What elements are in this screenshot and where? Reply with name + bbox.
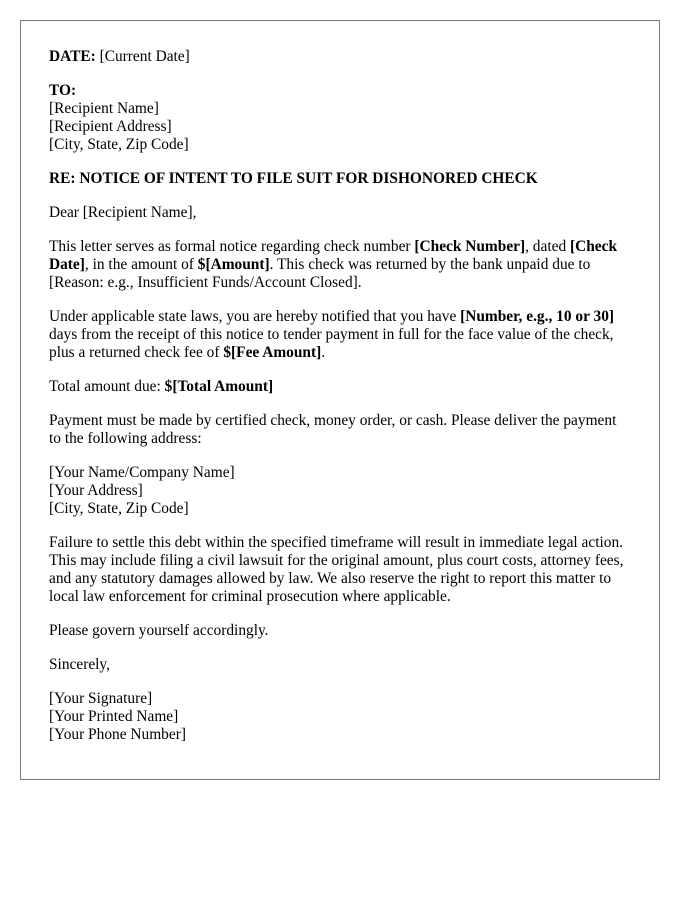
para1-text-1: This letter serves as formal notice regarding check number xyxy=(49,238,415,255)
para1-text-3: , in the amount of xyxy=(84,256,198,273)
govern-line: Please govern yourself accordingly. xyxy=(49,622,269,639)
total-due-line xyxy=(49,378,631,396)
recipient-block xyxy=(49,82,631,154)
para2-text-2: days from the receipt of this notice to tender payment in full for the face value of the check, plus a returned check fee of xyxy=(49,326,614,361)
deadline-days: [Number, e.g., 10 or 30] xyxy=(460,308,615,325)
check-details-paragraph xyxy=(49,238,631,292)
total-amount: $[Total Amount] xyxy=(164,378,274,395)
consequences-paragraph: Failure to settle this debt within the specified timeframe will result in immediate legal action. This may include filing a civil lawsuit for the original amount, plus court costs, attorney fees, and any statutory damages allowed by law. We also reserve the right to report this matter to local law enforcement for criminal prosecution where applicable. xyxy=(49,534,624,605)
para2-text-1: Under applicable state laws, you are hereby notified that you have xyxy=(49,308,461,325)
closing: Sincerely, xyxy=(49,656,110,673)
sender-city-state-zip: [City, State, Zip Code] xyxy=(49,500,189,517)
printed-name-line: [Your Printed Name] xyxy=(49,708,179,725)
sender-address-block xyxy=(49,464,631,518)
recipient-address: [Recipient Address] xyxy=(49,118,172,135)
check-date: [Check Date] xyxy=(49,238,618,273)
signature-block xyxy=(49,690,631,744)
payment-instructions-paragraph: Payment must be made by certified check, money order, or cash. Please deliver the payment to the following address: xyxy=(49,412,617,447)
to-label: TO: xyxy=(49,82,77,99)
recipient-name: [Recipient Name] xyxy=(49,100,159,117)
subject-line xyxy=(49,170,631,188)
subject-text: RE: NOTICE OF INTENT TO FILE SUIT FOR DISHONORED CHECK xyxy=(49,170,538,187)
para1-text-4: . This check was returned by the bank unpaid due to [Reason: e.g., Insufficient Funds/Account Closed]. xyxy=(49,256,591,291)
sender-name: [Your Name/Company Name] xyxy=(49,464,235,481)
date-line xyxy=(49,48,631,66)
sender-address: [Your Address] xyxy=(49,482,143,499)
para2-text-3: . xyxy=(321,344,326,361)
check-amount: $[Amount] xyxy=(197,256,270,273)
signature-line: [Your Signature] xyxy=(49,690,153,707)
salutation: Dear [Recipient Name], xyxy=(49,204,197,221)
total-label: Total amount due: xyxy=(49,378,165,395)
recipient-city-state-zip: [City, State, Zip Code] xyxy=(49,136,189,153)
para1-text-2: , dated xyxy=(525,238,570,255)
date-label: DATE: xyxy=(49,48,96,65)
fee-amount: $[Fee Amount] xyxy=(223,344,322,361)
date-value: [Current Date] xyxy=(95,48,190,65)
deadline-paragraph xyxy=(49,308,631,362)
check-number: [Check Number] xyxy=(414,238,526,255)
letter-page xyxy=(20,20,660,780)
phone-number-line: [Your Phone Number] xyxy=(49,726,186,743)
